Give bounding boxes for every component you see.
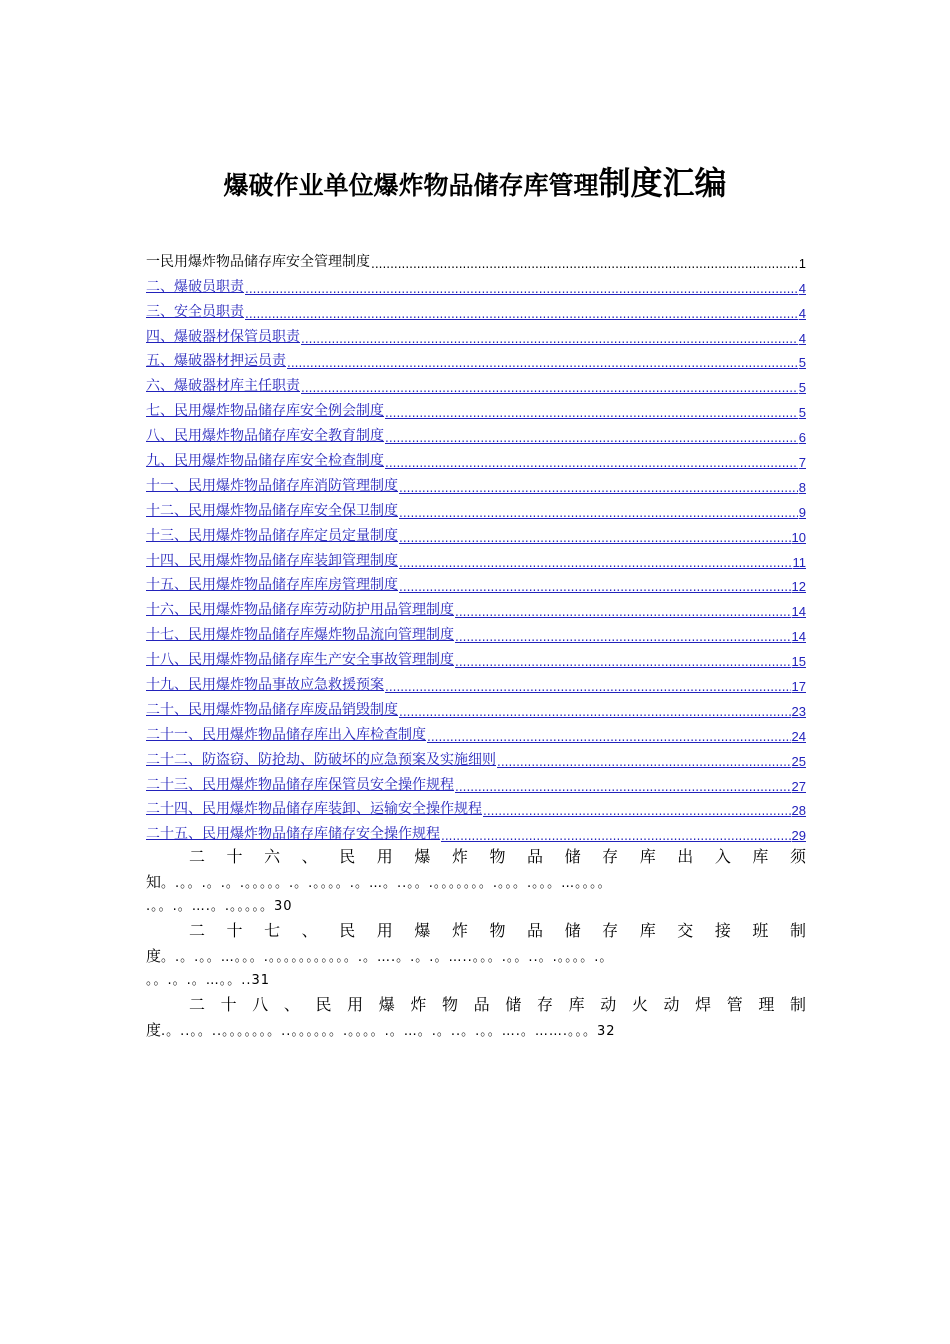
document-title — [0, 158, 950, 204]
toc-entry-page-number: 12 — [791, 579, 806, 595]
toc-entry-page-number: 8 — [798, 479, 806, 495]
toc-entry-label: 十四、民用爆炸物品储存库装卸管理制度 — [146, 552, 398, 569]
title-part1: 爆破作业单位爆炸物品储存库管理 — [223, 171, 599, 200]
toc-entry-label: 二十四、民用爆炸物品储存库装卸、运输安全操作规程 — [146, 801, 482, 818]
toc-entry[interactable] — [146, 420, 806, 445]
toc-leader-dots — [497, 755, 791, 769]
toc-entry-27-line3: 。。.。.。…。。..31 — [146, 973, 271, 988]
toc-entry-page-number: 5 — [798, 405, 806, 421]
toc-entry[interactable] — [146, 321, 806, 346]
toc-leader-dots — [399, 531, 791, 545]
toc-leader-dots — [399, 506, 798, 520]
toc-entry-page-number: 11 — [792, 554, 806, 570]
toc-leader-dots — [483, 804, 791, 818]
toc-leader-dots — [245, 282, 798, 296]
toc-entry[interactable] — [146, 445, 806, 470]
toc-entry-label: 二、爆破员职责 — [146, 278, 244, 295]
toc-entry[interactable] — [146, 744, 806, 769]
toc-entry[interactable] — [146, 395, 806, 420]
toc-entry — [146, 246, 806, 271]
toc-entry-26-line2: 知。.。。.。.。.。。。。。.。.。。。。.。…。..。。.。。。。。。。.。。。.。。。…。。。。 — [146, 873, 612, 891]
toc-entry-page-number: 7 — [798, 455, 806, 471]
toc-entry-label: 十八、民用爆炸物品储存库生产安全事故管理制度 — [146, 652, 454, 669]
toc-entry-label: 十九、民用爆炸物品事故应急救援预案 — [146, 677, 384, 694]
toc-entry-page-number: 27 — [791, 778, 806, 794]
toc-entry-label: 三、安全员职责 — [146, 303, 244, 320]
toc-entry-26-line3: .。。.。….。.。。。。。30 — [146, 899, 293, 914]
toc-leader-dots — [385, 680, 791, 694]
toc-entry[interactable] — [146, 520, 806, 545]
toc-entry-page-number: 23 — [791, 703, 806, 719]
toc-entry-page-number: 25 — [791, 753, 806, 769]
toc-entry[interactable] — [146, 769, 806, 794]
toc-leader-dots — [399, 481, 798, 495]
toc-entry-label: 二十三、民用爆炸物品储存库保管员安全操作规程 — [146, 776, 454, 793]
toc-entry[interactable] — [146, 818, 806, 843]
toc-entry-label: 一民用爆炸物品储存库安全管理制度 — [146, 253, 370, 270]
toc-entry[interactable] — [146, 794, 806, 819]
toc-entry-page-number: 9 — [798, 504, 806, 520]
toc-entry[interactable] — [146, 669, 806, 694]
toc-entry-page-number: 10 — [791, 529, 806, 545]
toc-entry[interactable] — [146, 594, 806, 619]
toc-entry[interactable] — [146, 619, 806, 644]
toc-entry-label: 七、民用爆炸物品储存库安全例会制度 — [146, 403, 384, 420]
toc-entry[interactable] — [146, 470, 806, 495]
toc-entry-26[interactable] — [146, 843, 806, 919]
toc-entry[interactable] — [146, 495, 806, 520]
toc-leader-dots — [301, 381, 798, 395]
toc-leader-dots — [399, 705, 791, 719]
table-of-contents — [146, 246, 806, 843]
toc-entry-page-number: 14 — [791, 604, 806, 620]
toc-entry-label: 十二、民用爆炸物品储存库安全保卫制度 — [146, 502, 398, 519]
toc-entry-label: 十三、民用爆炸物品储存库定员定量制度 — [146, 527, 398, 544]
toc-leader-dots — [455, 780, 791, 794]
toc-leader-dots — [455, 655, 791, 669]
toc-leader-dots — [287, 356, 798, 370]
toc-leader-dots — [245, 307, 798, 321]
toc-entry-label: 十五、民用爆炸物品储存库库房管理制度 — [146, 577, 398, 594]
toc-entry-label: 十七、民用爆炸物品储存库爆炸物品流向管理制度 — [146, 627, 454, 644]
toc-leader-dots — [455, 605, 791, 619]
toc-entry[interactable] — [146, 719, 806, 744]
toc-entry[interactable] — [146, 644, 806, 669]
toc-entry-page-number: 1 — [798, 255, 806, 271]
toc-leader-dots — [455, 630, 791, 644]
toc-entry-page-number: 29 — [791, 828, 806, 844]
toc-entry-26-line1: 二十六、民用爆炸物品储存库出入库须 — [189, 847, 806, 866]
toc-leader-dots — [385, 456, 798, 470]
toc-entry-27-line2: 度。.。.。。…。。。.。。。。。。。。。。。.。….。.。.。…..。。。.。。..。.。。。。.。 — [146, 947, 614, 965]
toc-entry-page-number: 24 — [791, 728, 806, 744]
toc-entry-page-number: 14 — [791, 629, 806, 645]
toc-leader-dots — [301, 332, 798, 346]
toc-entry-label: 五、爆破器材押运员责 — [146, 353, 286, 370]
toc-entry[interactable] — [146, 694, 806, 719]
toc-entry[interactable] — [146, 271, 806, 296]
toc-entry-27-line1: 二十七、民用爆炸物品储存库交接班制 — [189, 921, 806, 940]
toc-entry[interactable] — [146, 346, 806, 371]
toc-entry[interactable] — [146, 570, 806, 595]
toc-entry-label: 二十、民用爆炸物品储存库废品销毁制度 — [146, 701, 398, 718]
toc-entry-label: 十一、民用爆炸物品储存库消防管理制度 — [146, 477, 398, 494]
toc-leader-dots — [371, 257, 798, 271]
toc-entry-page-number: 15 — [791, 654, 806, 670]
toc-entry-label: 九、民用爆炸物品储存库安全检查制度 — [146, 453, 384, 470]
toc-leader-dots — [399, 556, 792, 570]
toc-entry-label: 四、爆破器材保管员职责 — [146, 328, 300, 345]
toc-entry-label: 十六、民用爆炸物品储存库劳动防护用品管理制度 — [146, 602, 454, 619]
toc-entry-label: 八、民用爆炸物品储存库安全教育制度 — [146, 428, 384, 445]
toc-entry-page-number: 6 — [798, 430, 806, 446]
toc-entry-page-number: 4 — [798, 280, 806, 296]
toc-entry-label: 二十二、防盗窃、防抢劫、防破坏的应急预案及实施细则 — [146, 751, 496, 768]
toc-entry-page-number: 4 — [798, 330, 806, 346]
toc-leader-dots — [399, 580, 791, 594]
toc-leader-dots — [441, 829, 791, 843]
toc-entry-page-number: 4 — [798, 305, 806, 321]
toc-entry-28[interactable] — [146, 991, 806, 1043]
toc-entry[interactable] — [146, 296, 806, 321]
toc-leader-dots — [385, 406, 798, 420]
toc-entry-28-line2: 度.。..。。..。。。。。。。..。。。。。。.。。。。.。…。.。..。.。。….。…….。。。32 — [146, 1021, 616, 1039]
toc-entry[interactable] — [146, 370, 806, 395]
toc-entry-page-number: 17 — [791, 679, 806, 695]
toc-entry-page-number: 28 — [791, 803, 806, 819]
toc-leader-dots — [427, 730, 791, 744]
toc-entry-label: 六、爆破器材库主任职责 — [146, 378, 300, 395]
toc-entry-27[interactable] — [146, 917, 806, 993]
toc-entry[interactable] — [146, 545, 806, 570]
toc-entry-28-line1: 二十八、民用爆炸物品储存库动火动焊管理制 — [189, 995, 806, 1014]
title-part2: 制度汇编 — [598, 164, 727, 202]
toc-entry-page-number: 5 — [798, 380, 806, 396]
toc-leader-dots — [385, 431, 798, 445]
toc-entry-page-number: 5 — [798, 355, 806, 371]
toc-entry-label: 二十一、民用爆炸物品储存库出入库检查制度 — [146, 726, 426, 743]
toc-entry-label: 二十五、民用爆炸物品储存库储存安全操作规程 — [146, 826, 440, 843]
